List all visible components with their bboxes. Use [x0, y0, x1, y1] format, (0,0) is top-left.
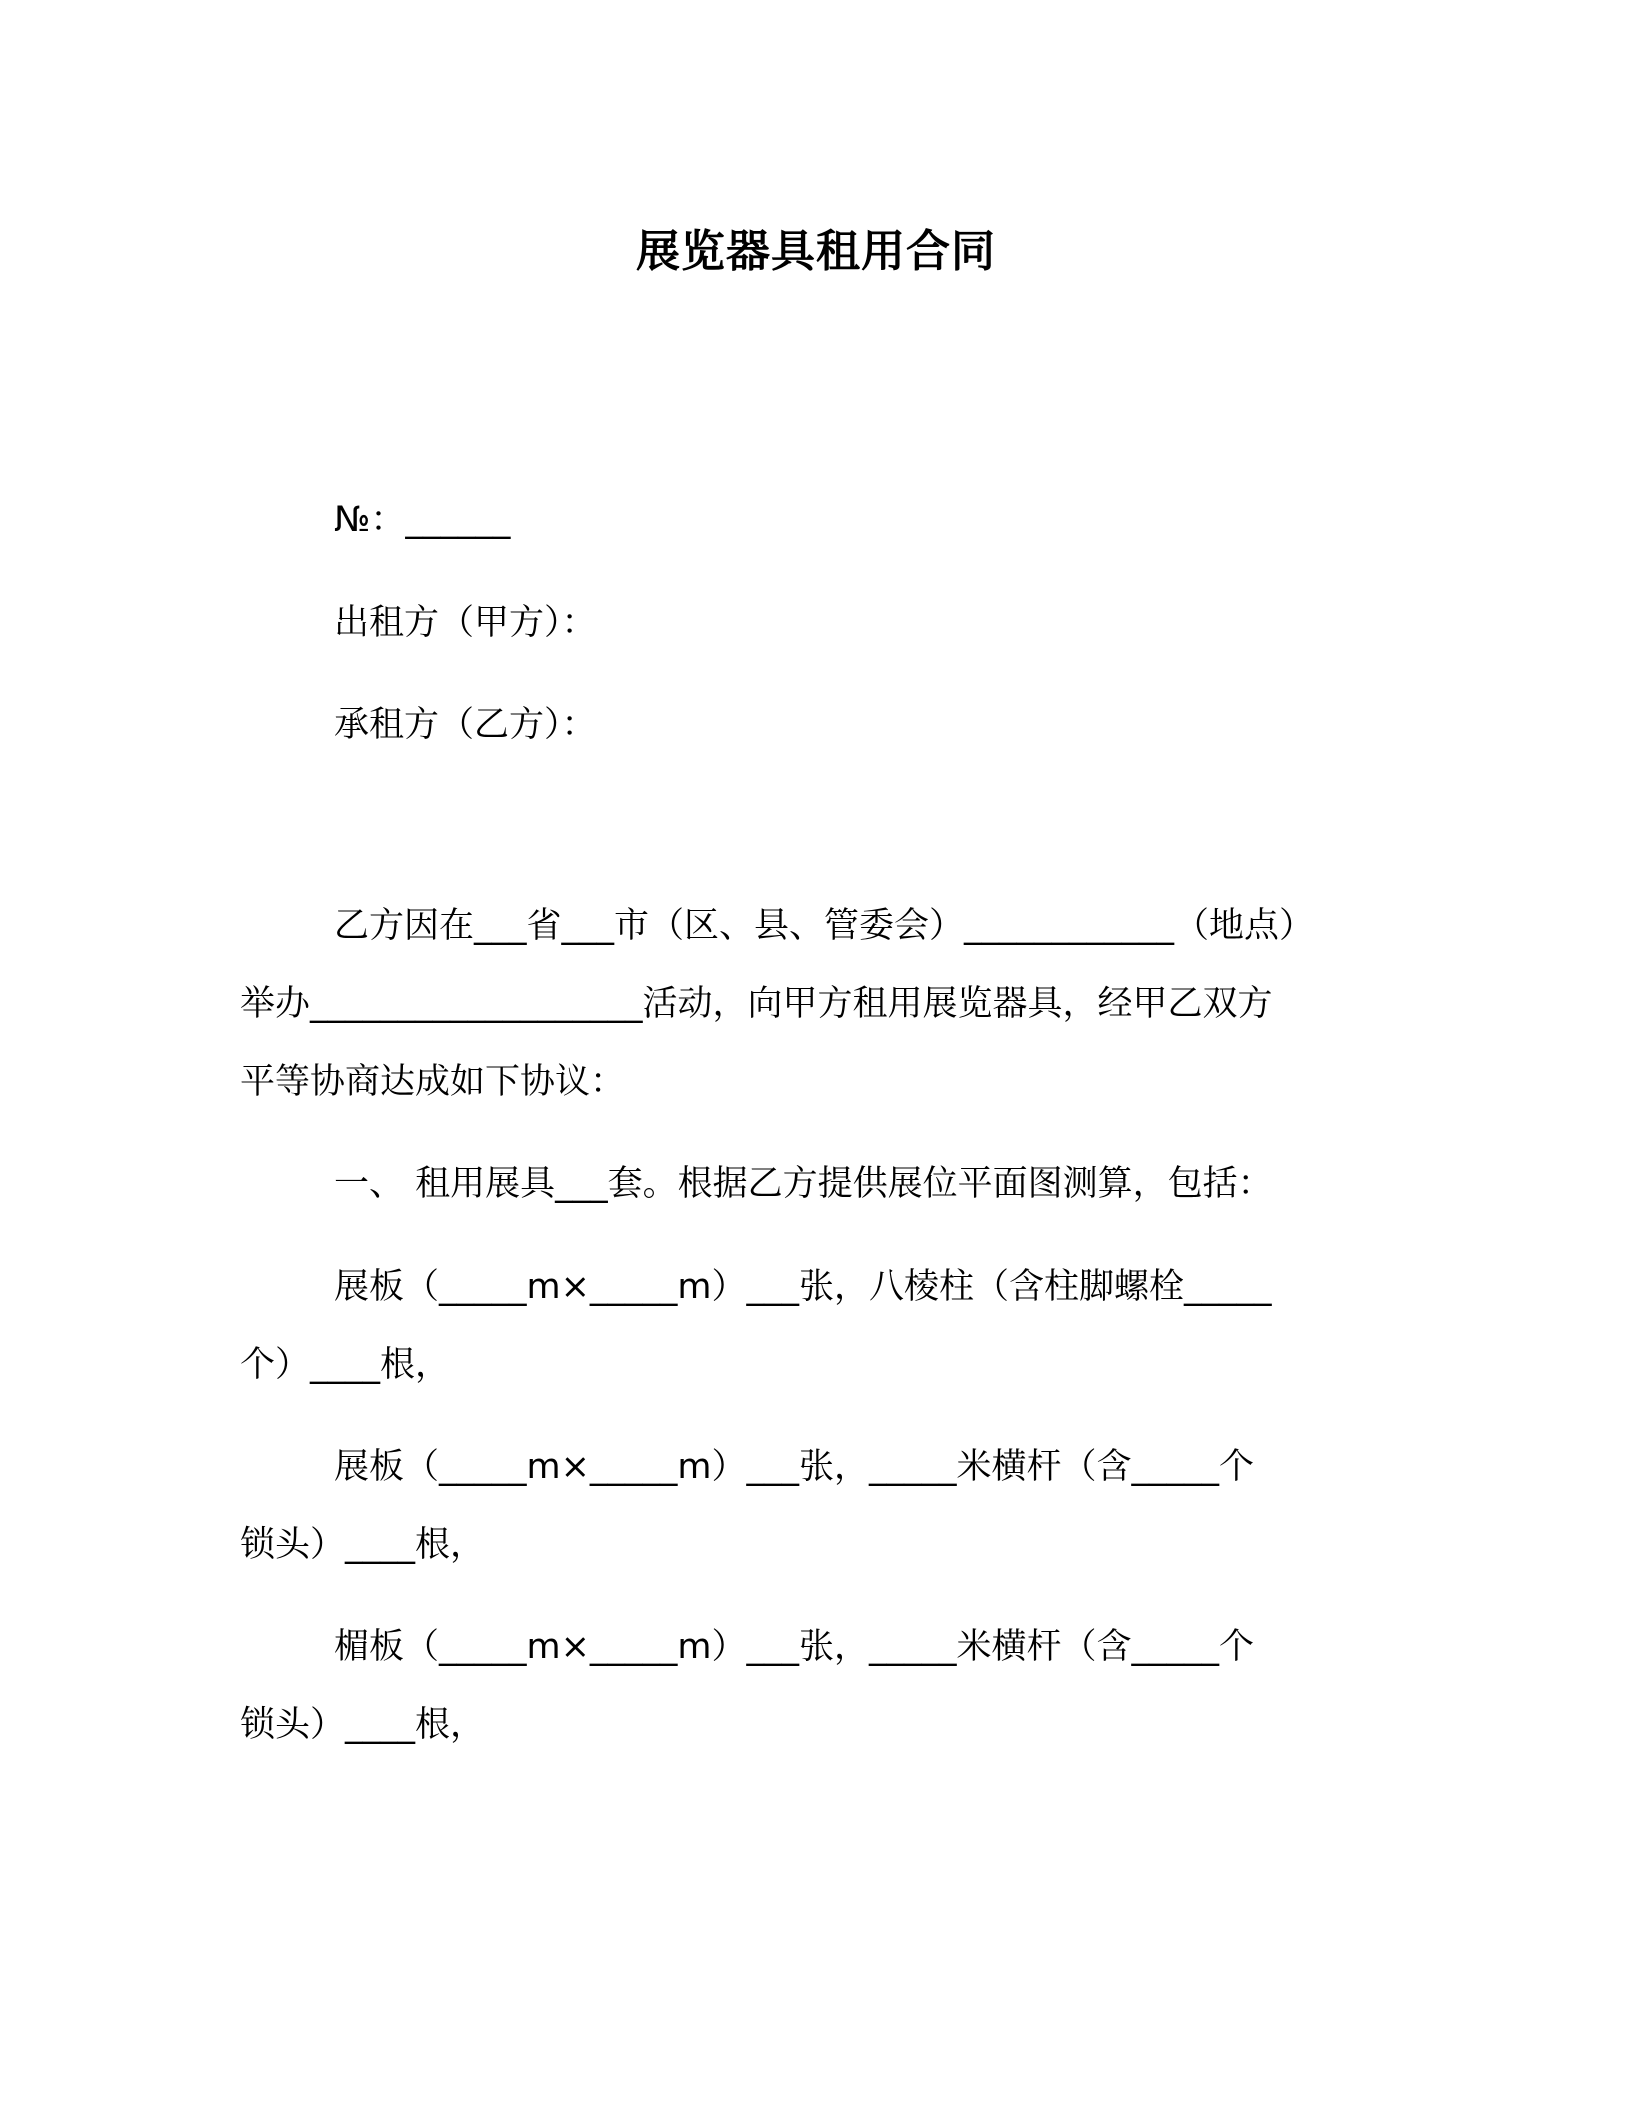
intro-line-1: 乙方因在___省___市（区、县、管委会）____________（地点） — [334, 906, 1315, 946]
item-1-line-1: 展板（_____m×_____m）___张，八棱柱（含柱脚螺栓_____ — [334, 1267, 1272, 1307]
item-3-line-1: 楣板（_____m×_____m）___张，_____米横杆（含_____个 — [334, 1627, 1255, 1667]
document-title: 展览器具租用合同 — [636, 226, 996, 277]
lessor-line: 出租方（甲方）： — [334, 603, 597, 643]
item-3-line-2: 锁头）____根， — [240, 1705, 486, 1745]
intro-line-3: 平等协商达成如下协议： — [240, 1062, 626, 1102]
contract-number-line: №：______ — [334, 500, 511, 540]
intro-line-2: 举办___________________活动，向甲方租用展览器具，经甲乙双方 — [240, 984, 1273, 1024]
item-1-line-2: 个）____根， — [240, 1345, 451, 1385]
lessee-line: 承租方（乙方）： — [334, 705, 597, 745]
clause-1-heading: 一、 租用展具___套。根据乙方提供展位平面图测算，包括： — [334, 1164, 1273, 1204]
item-2-line-1: 展板（_____m×_____m）___张，_____米横杆（含_____个 — [334, 1447, 1255, 1487]
item-2-line-2: 锁头）____根， — [240, 1525, 486, 1565]
